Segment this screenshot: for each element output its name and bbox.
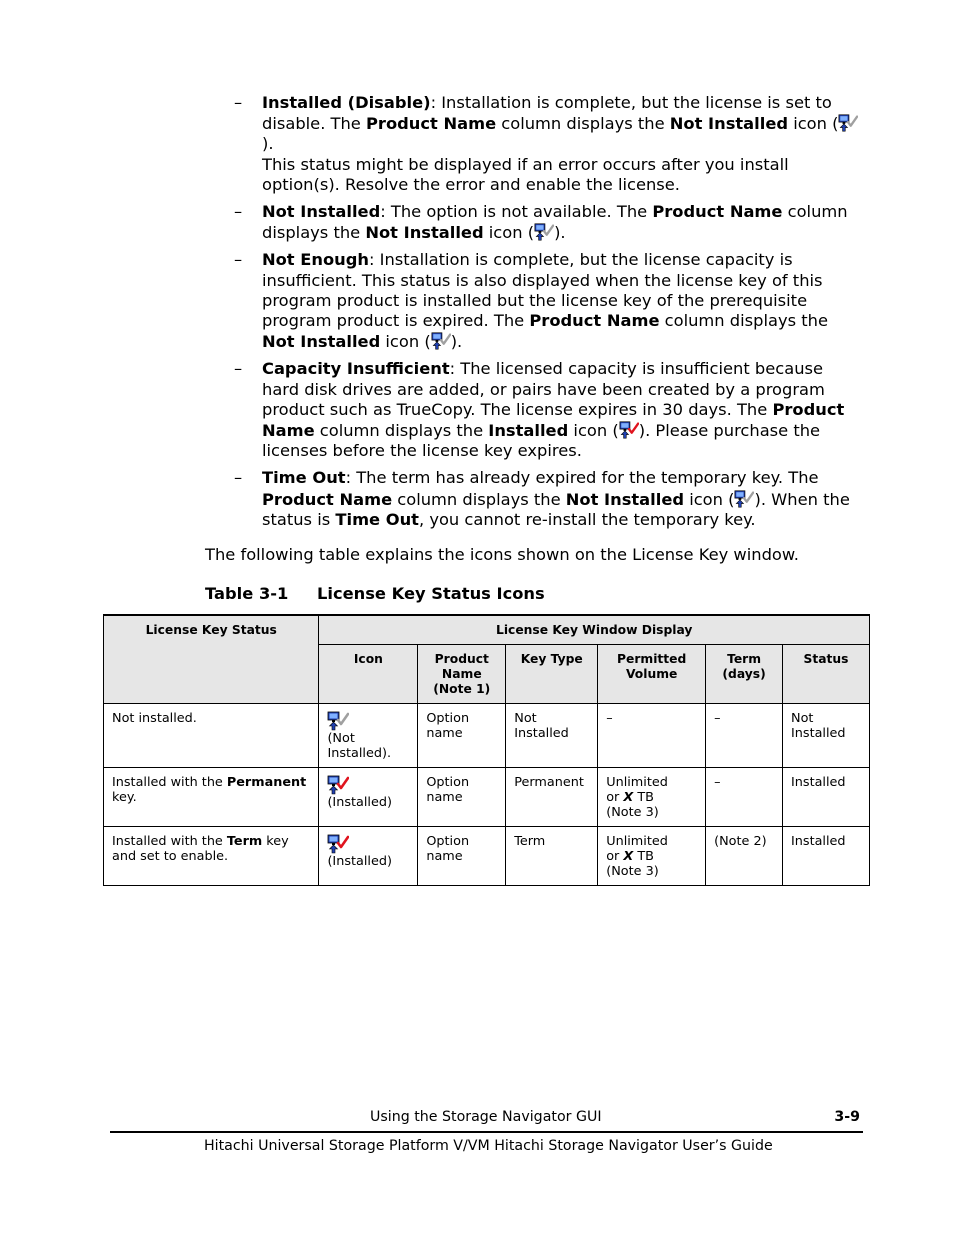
table-number: Table 3-1 (205, 584, 289, 603)
cell-term: (Note 2) (706, 827, 783, 886)
cell-icon (319, 827, 418, 886)
cell-icon (319, 704, 418, 768)
footer-divider (110, 1131, 863, 1133)
cell-permitted-volume: – (598, 704, 706, 768)
header-permitted-volume: Permitted Volume (598, 645, 706, 704)
header-window-display: License Key Window Display (319, 615, 870, 645)
cell-status: Not Installed (783, 704, 870, 768)
cell-status: Installed (783, 827, 870, 886)
cell-permitted-volume: Unlimited or X TB (Note 3) (598, 827, 706, 886)
not-installed-icon (431, 331, 451, 351)
installed-icon (327, 834, 349, 854)
header-icon: Icon (319, 645, 418, 704)
page-number: 3-9 (834, 1109, 860, 1125)
header-license-key-status: License Key Status (104, 615, 319, 704)
table-row (104, 768, 870, 827)
intro-text: The following table explains the icons shown on the License Key window. (205, 545, 799, 564)
cell-license-key-status: Installed with the Permanent key. (104, 768, 319, 827)
cell-key-type: Term (506, 827, 598, 886)
bullet-dash: – (234, 93, 243, 112)
table-title: License Key Status Icons (317, 584, 545, 603)
cell-product-name: Option name (418, 827, 506, 886)
cell-key-type: Not Installed (506, 704, 598, 768)
cell-product-name: Option name (418, 768, 506, 827)
footer-guide-title: Hitachi Universal Storage Platform V/VM Hitachi Storage Navigator User’s Guide (204, 1138, 773, 1154)
installed-icon (327, 775, 349, 795)
not-installed-icon (327, 711, 349, 731)
footer-section-title: Using the Storage Navigator GUI (370, 1109, 602, 1125)
cell-term: – (706, 704, 783, 768)
status-bullet: – Time Out: The term has already expired for the temporary key. The Product Name column displays the Not Installed icon ( ). When the status is Time Out, you cannot re-install the temporary key. (234, 468, 850, 529)
cell-product-name: Option name (418, 704, 506, 768)
bullet-dash: – (234, 250, 243, 270)
cell-icon (319, 768, 418, 827)
cell-license-key-status: Installed with the Term key and set to enable. (104, 827, 319, 886)
status-bullet: – Capacity Insufficient: The licensed capacity is insufficient because hard disk drives are added, or pairs have been created by a program product such as TrueCopy. The license expires in 30 days. The Product Name column displays the Installed icon ( ). Please purchase the licenses before the license key expires. (234, 359, 845, 461)
bullet-dash: – (234, 359, 243, 379)
header-product-name: Product Name (Note 1) (418, 645, 506, 704)
header-status: Status (783, 645, 870, 704)
cell-permitted-volume: Unlimited or X TB (Note 3) (598, 768, 706, 827)
not-installed-icon (838, 113, 858, 133)
table-row (104, 704, 870, 768)
status-bullet: – Installed (Disable): Installation is complete, but the license is set to disable. The Product Name column displays the Not Installed icon (). This status might be displayed if an error occurs after you install option(s). Resolve the error and enable the license. (234, 93, 864, 195)
cell-license-key-status: Not installed. (104, 704, 319, 768)
not-installed-icon (534, 222, 554, 242)
bullet-dash: – (234, 202, 243, 222)
table-row (104, 827, 870, 886)
status-bullet-list (234, 93, 864, 537)
status-bullet: – Not Installed: The option is not available. The Product Name column displays the Not Installed icon ( ). (234, 202, 848, 243)
cell-term: – (706, 768, 783, 827)
status-bullet: – Not Enough: Installation is complete, but the license capacity is insufficient. This status is also displayed when the license key of this program product is installed but the license key of the prerequisite program product is expired. The Product Name column displays the Not Installed icon ( ). (234, 250, 828, 352)
license-key-status-table (103, 614, 870, 886)
cell-key-type: Permanent (506, 768, 598, 827)
cell-status: Installed (783, 768, 870, 827)
icon-label: (Installed) (327, 795, 392, 810)
not-installed-icon (734, 489, 754, 509)
header-term: Term (days) (706, 645, 783, 704)
header-key-type: Key Type (506, 645, 598, 704)
bullet-dash: – (234, 468, 243, 488)
icon-label: (Installed) (327, 854, 392, 869)
icon-label: (Not Installed). (327, 731, 392, 761)
installed-icon (619, 420, 639, 440)
table-caption (205, 584, 545, 603)
